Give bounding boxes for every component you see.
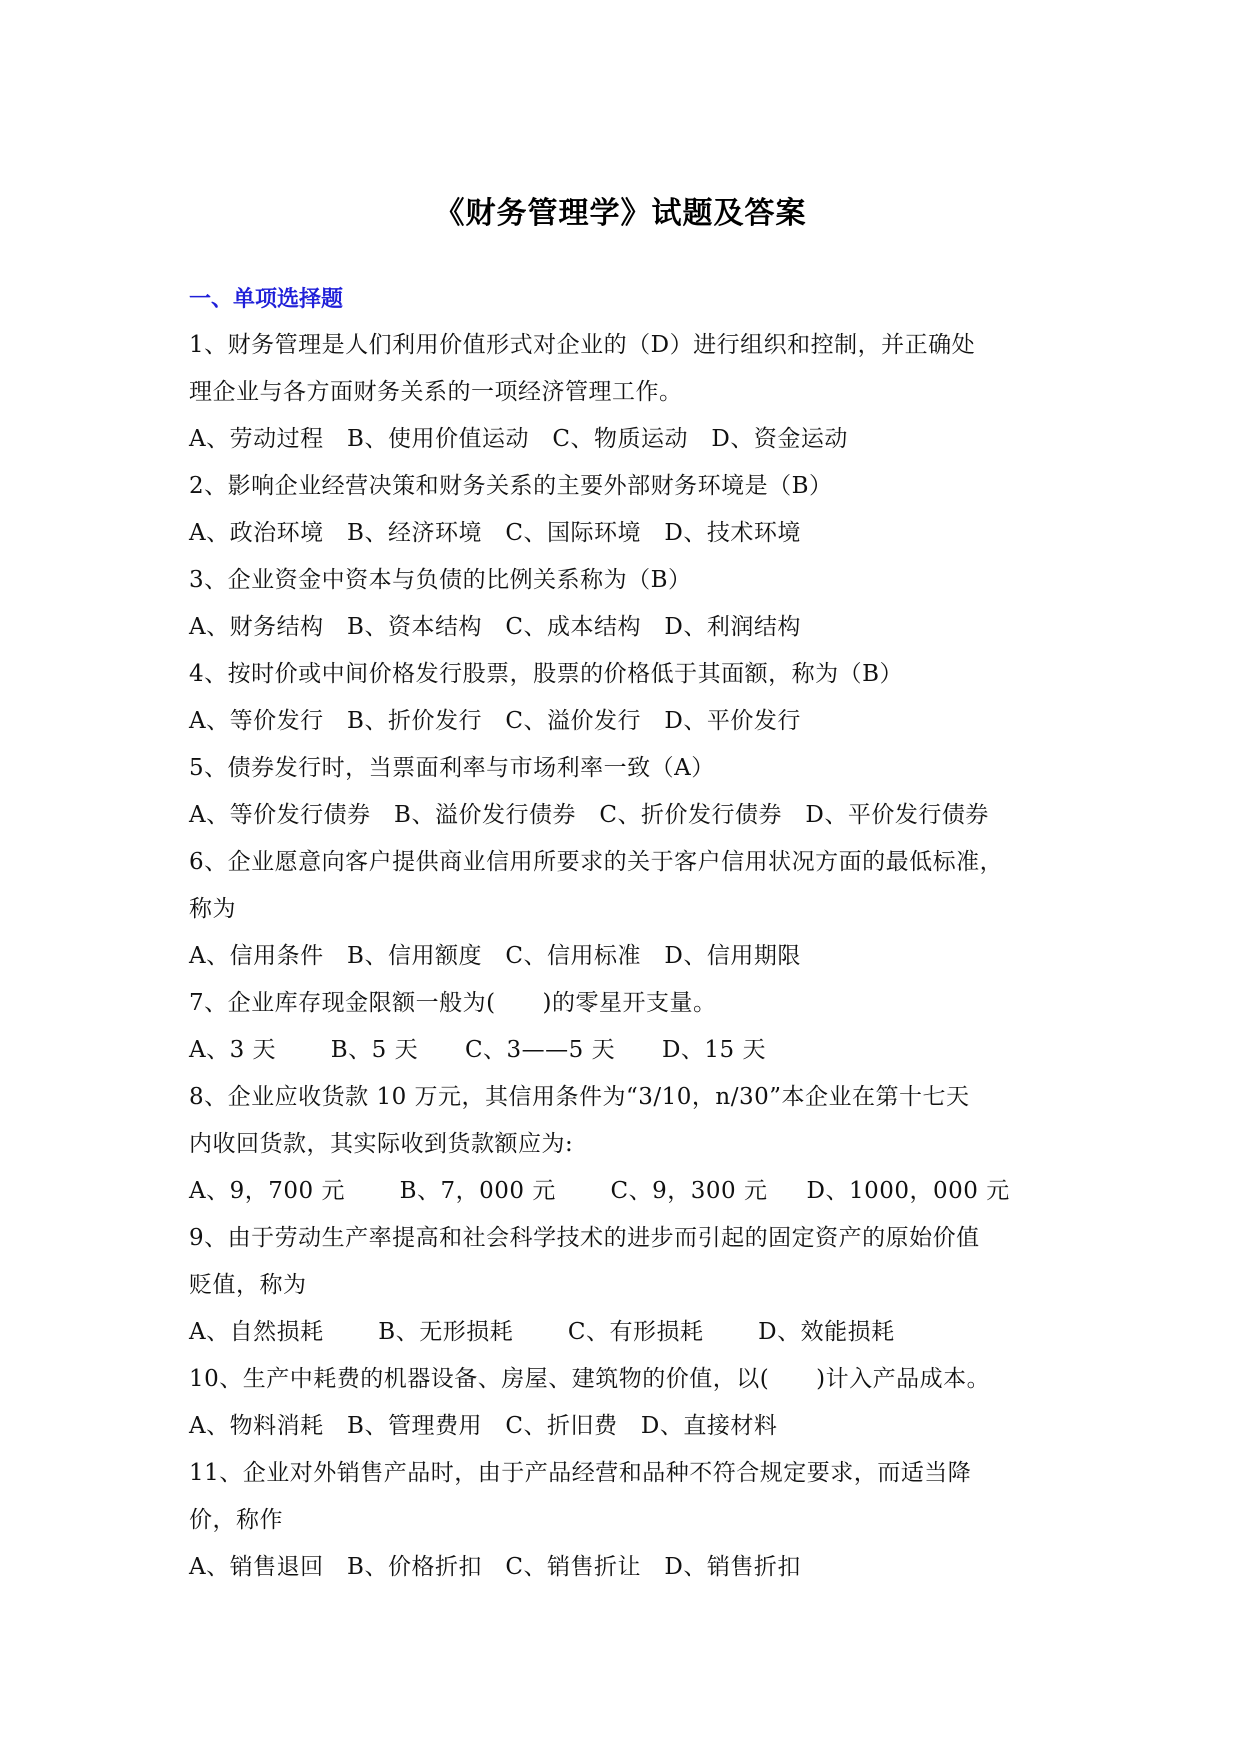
text-line-23: 10、生产中耗费的机器设备、房屋、建筑物的价值，以( )计入产品成本。 xyxy=(189,1366,991,1392)
text-line-10: 5、债券发行时，当票面利率与市场利率一致（A） xyxy=(189,755,715,781)
section-heading: 一、单项选择题 xyxy=(189,287,344,312)
text-line-6: 3、企业资金中资本与负债的比例关系称为（B） xyxy=(189,567,692,593)
text-line-17: 8、企业应收货款 10 万元，其信用条件为“3/10，n/30”本企业在第十七天 xyxy=(189,1084,970,1110)
text-line-14: A、信用条件 B、信用额度 C、信用标准 D、信用期限 xyxy=(189,943,801,969)
text-line-8: 4、按时价或中间价格发行股票，股票的价格低于其面额，称为（B） xyxy=(189,661,904,687)
text-line-27: A、销售退回 B、价格折扣 C、销售折让 D、销售折扣 xyxy=(189,1554,801,1580)
text-line-11: A、等价发行债券 B、溢价发行债券 C、折价发行债券 D、平价发行债券 xyxy=(189,802,989,828)
text-line-22: A、自然损耗 B、无形损耗 C、有形损耗 D、效能损耗 xyxy=(189,1319,895,1345)
text-line-15: 7、企业库存现金限额一般为( )的零星开支量。 xyxy=(189,990,717,1016)
text-line-19: A、9，700 元 B、7，000 元 C、9，300 元 D、1000，000 元 xyxy=(189,1178,1010,1204)
text-line-7: A、财务结构 B、资本结构 C、成本结构 D、利润结构 xyxy=(189,614,801,640)
text-line-20: 9、由于劳动生产率提高和社会科学技术的进步而引起的固定资产的原始价值 xyxy=(189,1225,980,1251)
text-line-4: 2、影响企业经营决策和财务关系的主要外部财务环境是（B） xyxy=(189,473,833,499)
document-body xyxy=(189,322,1029,1591)
text-line-25: 11、企业对外销售产品时，由于产品经营和品种不符合规定要求，而适当降 xyxy=(189,1460,972,1486)
text-line-13: 称为 xyxy=(189,896,236,922)
text-line-26: 价，称作 xyxy=(189,1507,283,1533)
text-line-1: 1、财务管理是人们利用价值形式对企业的（D）进行组织和控制，并正确处 xyxy=(189,332,976,358)
text-line-5: A、政治环境 B、经济环境 C、国际环境 D、技术环境 xyxy=(189,520,801,546)
text-line-21: 贬值，称为 xyxy=(189,1272,307,1298)
text-line-16: A、3 天 B、5 天 C、3——5 天 D、15 天 xyxy=(189,1037,767,1063)
text-line-12: 6、企业愿意向客户提供商业信用所要求的关于客户信用状况方面的最低标准， xyxy=(189,849,1004,875)
text-line-18: 内收回货款，其实际收到货款额应为: xyxy=(189,1131,574,1157)
text-line-9: A、等价发行 B、折价发行 C、溢价发行 D、平价发行 xyxy=(189,708,801,734)
document-title: 《财务管理学》试题及答案 xyxy=(434,196,807,231)
text-line-2: 理企业与各方面财务关系的一项经济管理工作。 xyxy=(189,379,683,405)
text-line-3: A、劳动过程 B、使用价值运动 C、物质运动 D、资金运动 xyxy=(189,426,848,452)
text-line-24: A、物料消耗 B、管理费用 C、折旧费 D、直接材料 xyxy=(189,1413,778,1439)
